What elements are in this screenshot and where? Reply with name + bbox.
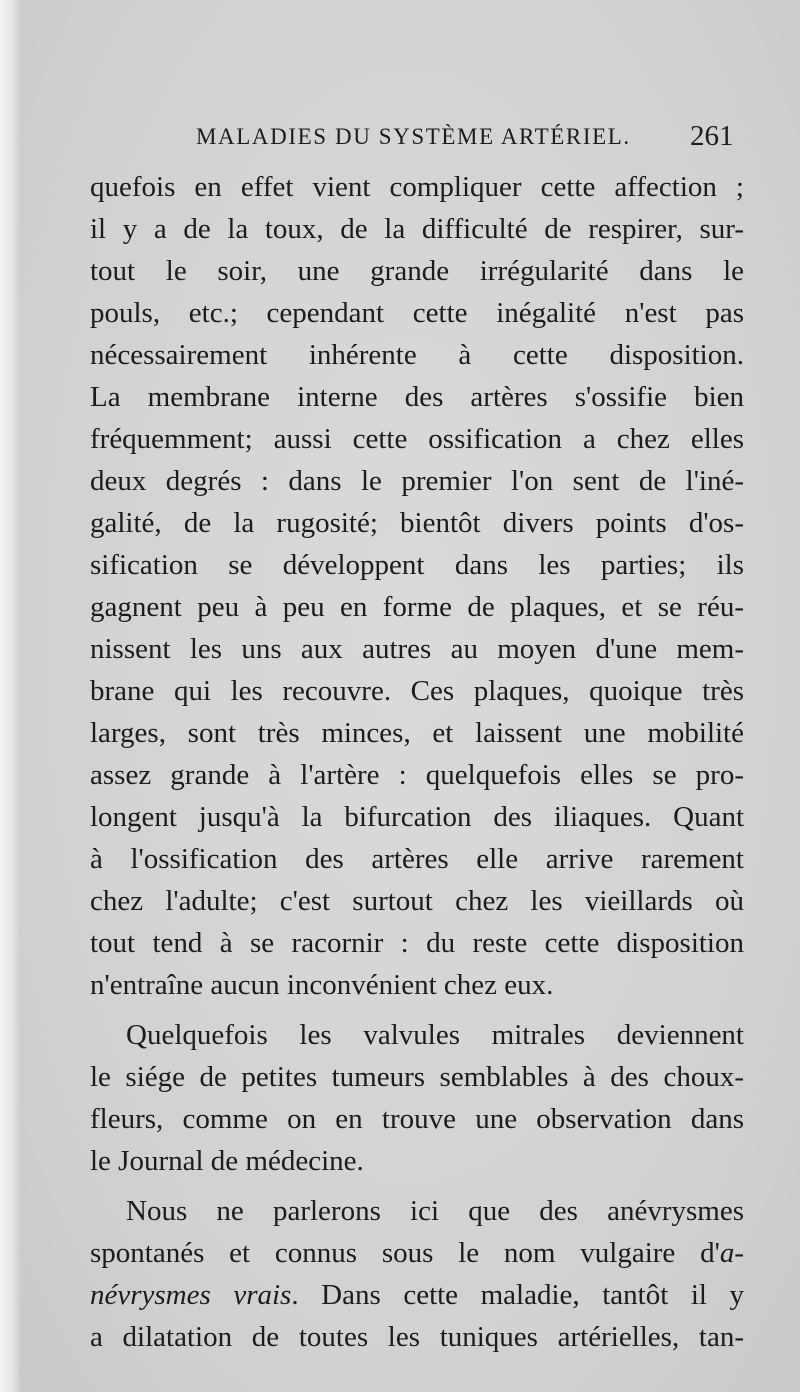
text-line: assez grande à l'artère : quelquefois elles se pro-: [90, 759, 744, 791]
paragraph-first-line: Nous ne parlerons ici que des anévrysmes: [126, 1195, 744, 1227]
text-line: fréquemment; aussi cette ossification a chez elles: [90, 423, 744, 455]
paragraph-last-line: n'entraîne aucun inconvénient chez eux.: [90, 969, 554, 1001]
text-line: galité, de la rugosité; bientôt divers points d'os-: [90, 507, 744, 539]
italic-run: névrysmes vrais: [90, 1279, 292, 1311]
text-line: tout tend à se racornir : du reste cette disposition: [90, 927, 744, 959]
text-line: fleurs, comme on en trouve une observation dans: [90, 1103, 744, 1135]
paragraph-last-line: le Journal de médecine.: [90, 1145, 364, 1177]
text-line-with-italic: [90, 1274, 744, 1316]
text-line: larges, sont très minces, et laissent une mobilité: [90, 717, 744, 749]
running-title: MALADIES DU SYSTÈME ARTÉRIEL.: [196, 124, 631, 149]
text-line: La membrane interne des artères s'ossifie bien: [90, 381, 744, 413]
text-line: longent jusqu'à la bifurcation des iliaques. Quant: [90, 801, 744, 833]
text-run: . Dans cette maladie, tantôt il y: [291, 1279, 744, 1311]
text-line: le siége de petites tumeurs semblables à des choux-: [90, 1061, 744, 1093]
text-line: quefois en effet vient compliquer cette affection ;: [90, 171, 744, 203]
text-line: chez l'adulte; c'est surtout chez les vieillards où: [90, 885, 744, 917]
text-run: spontanés et connus sous le nom vulgaire d': [90, 1237, 720, 1269]
text-line: deux degrés : dans le premier l'on sent de l'iné-: [90, 465, 744, 497]
text-line: il y a de la toux, de la difficulté de respirer, sur-: [90, 213, 744, 245]
text-line: sification se développent dans les parties; ils: [90, 549, 744, 581]
body-text: [90, 166, 744, 1358]
text-line: nécessairement inhérente à cette disposition.: [90, 339, 744, 371]
paragraph-first-line: Quelquefois les valvules mitrales deviennent: [126, 1019, 744, 1051]
page-number: 261: [690, 120, 734, 152]
text-line: tout le soir, une grande irrégularité dans le: [90, 255, 744, 287]
italic-run: a-: [719, 1237, 744, 1269]
book-spine-shadow: [0, 0, 20, 1392]
text-line: nissent les uns aux autres au moyen d'une mem-: [90, 633, 744, 665]
page-header: [0, 120, 800, 160]
text-line: pouls, etc.; cependant cette inégalité n'est pas: [90, 297, 744, 329]
text-line: a dilatation de toutes les tuniques artérielles, tan-: [90, 1321, 744, 1353]
text-line: à l'ossification des artères elle arrive rarement: [90, 843, 744, 875]
text-line-with-italic: [90, 1232, 744, 1274]
text-line: gagnent peu à peu en forme de plaques, et se réu-: [90, 591, 744, 623]
text-line: brane qui les recouvre. Ces plaques, quoique très: [90, 675, 744, 707]
